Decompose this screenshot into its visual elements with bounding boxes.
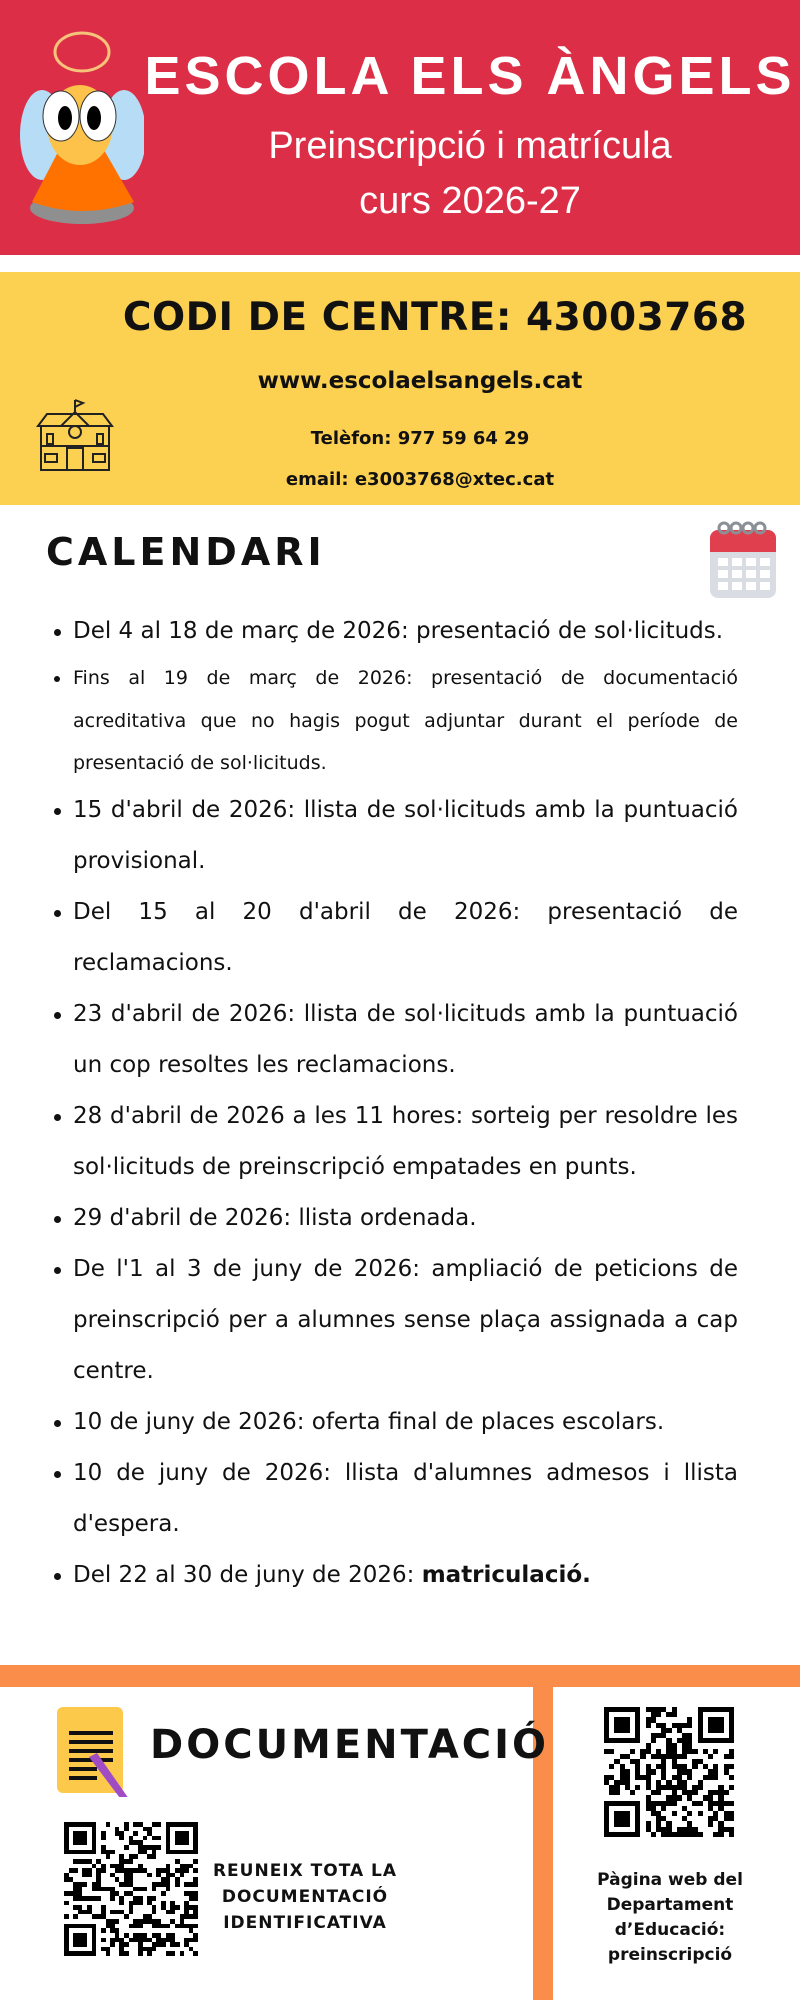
documentation-heading: DOCUMENTACIÓ <box>150 1722 550 1768</box>
note-line: DOCUMENTACIÓ <box>221 1887 389 1907</box>
calendar-item: 29 d'abril de 2026: llista ordenada. <box>54 1193 738 1244</box>
calendar-item: Del 15 al 20 d'abril de 2026: presentació de reclamacions. <box>54 887 738 989</box>
calendar-item: De l'1 al 3 de juny de 2026: ampliació de peticions de preinscripció per a alumnes sense plaça assignada a cap centre. <box>54 1244 738 1397</box>
documentation-qr-code[interactable] <box>64 1822 198 1956</box>
center-code: CODI DE CENTRE: 43003768 <box>122 295 748 340</box>
department-caption <box>570 1868 770 1968</box>
school-title: ESCOLA ELS ÀNGELS <box>144 46 796 106</box>
course-year: curs 2026-27 <box>359 180 581 222</box>
calendar-item-text: Del 22 al 30 de juny de 2026: <box>73 1561 422 1588</box>
subtitle: Preinscripció i matrícula <box>268 125 672 167</box>
caption-line: preinscripció <box>607 1945 733 1965</box>
caption-line: d’Educació: <box>614 1920 726 1940</box>
website-link[interactable]: www.escolaelsangels.cat <box>257 368 583 394</box>
angel-mascot-logo <box>14 30 144 230</box>
department-qr-code[interactable] <box>604 1707 734 1837</box>
note-line: REUNEIX TOTA LA <box>212 1861 398 1881</box>
note-line: IDENTIFICATIVA <box>223 1913 387 1933</box>
calendar-heading: CALENDARI <box>46 530 326 574</box>
calendar-item: 23 d'abril de 2026: llista de sol·licituds amb la puntuació un cop resoltes les reclamacions. <box>54 989 738 1091</box>
calendar-item: Fins al 19 de març de 2026: presentació de documentació acreditativa que no hagis pogut adjuntar durant el període de presentació de sol·licituds. <box>54 657 738 785</box>
calendar-list <box>54 606 738 1601</box>
calendar-item: 28 d'abril de 2026 a les 11 hores: sorteig per resoldre les sol·licituds de preinscripció empatades en punts. <box>54 1091 738 1193</box>
phone-number: Telèfon: 977 59 64 29 <box>310 428 530 449</box>
calendar-item: 10 de juny de 2026: oferta final de places escolars. <box>54 1397 738 1448</box>
caption-line: Departament <box>606 1895 734 1915</box>
documentation-note <box>210 1858 400 1936</box>
calendar-item <box>54 1550 738 1601</box>
orange-divider <box>0 1665 800 1687</box>
calendar-item: Del 4 al 18 de març de 2026: presentació de sol·licituds. <box>54 606 738 657</box>
calendar-item-bold: matriculació. <box>421 1561 591 1588</box>
calendar-item: 15 d'abril de 2026: llista de sol·licituds amb la puntuació provisional. <box>54 785 738 887</box>
document-pencil-icon <box>57 1707 129 1797</box>
calendar-item: 10 de juny de 2026: llista d'alumnes admesos i llista d'espera. <box>54 1448 738 1550</box>
email-address[interactable]: email: e3003768@xtec.cat <box>285 469 555 490</box>
calendar-icon <box>708 520 778 600</box>
caption-line: Pàgina web del <box>597 1870 743 1890</box>
